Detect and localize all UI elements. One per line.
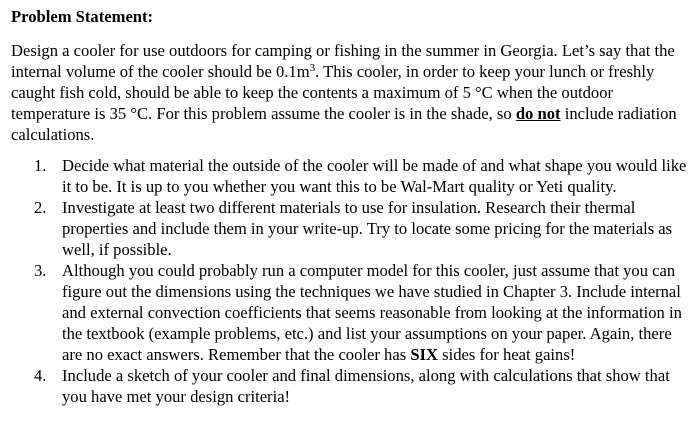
task-text-2: Investigate at least two different materials to use for insulation. Research their thermal properties and include them in your write-up. Try to locate some pricing for the materials as well, if possible. [62,198,673,259]
task-item-1 [34,155,692,197]
task-text-1: Decide what material the outside of the cooler will be made of and what shape you would like it to be. It is up to you whether you want this to be Wal-Mart quality or Yeti quality. [62,156,687,196]
description-text-2: . This cooler, in order to keep your lunch or freshly caught fish cold, should be able to keep the contents a maximum of 5 °C when the outdoor temperature is 35 °C. For this problem assume the cooler is in the shade, so [11,62,655,123]
task-number-2: 2. [34,198,47,217]
volume-exponent: 3 [309,62,316,74]
task-number-1: 1. [34,156,47,175]
task-number-4: 4. [34,366,47,385]
problem-statement-heading: Problem Statement: [11,7,154,26]
problem-description [11,40,692,145]
task-number-3: 3. [34,261,47,280]
task-item-4 [34,365,692,407]
task-list [11,155,692,407]
description-text-3: include radiation calculations. [11,104,677,144]
description-text-1: Design a cooler for use outdoors for camping or fishing in the summer in Georgia. Let’s say that the internal volume of the cooler should be 0.1m [11,41,675,81]
task-item-2 [34,197,692,260]
six-emphasis: SIX [410,345,438,364]
task-text-3b: sides for heat gains! [438,345,576,364]
task-text-4: Include a sketch of your cooler and final dimensions, along with calculations that show that you have met your design criteria! [62,366,670,406]
task-text-3a: Although you could probably run a computer model for this cooler, just assume that you can figure out the dimensions using the techniques we have studied in Chapter 3. Include internal and external convection coefficients that seems reasonable from looking at the information in the textbook (example problems, etc.) and list your assumptions on your paper. Again, there are no exact answers. Remember that the cooler has [62,261,682,364]
task-item-3 [34,260,692,365]
do-not-emphasis: do not [515,104,561,123]
